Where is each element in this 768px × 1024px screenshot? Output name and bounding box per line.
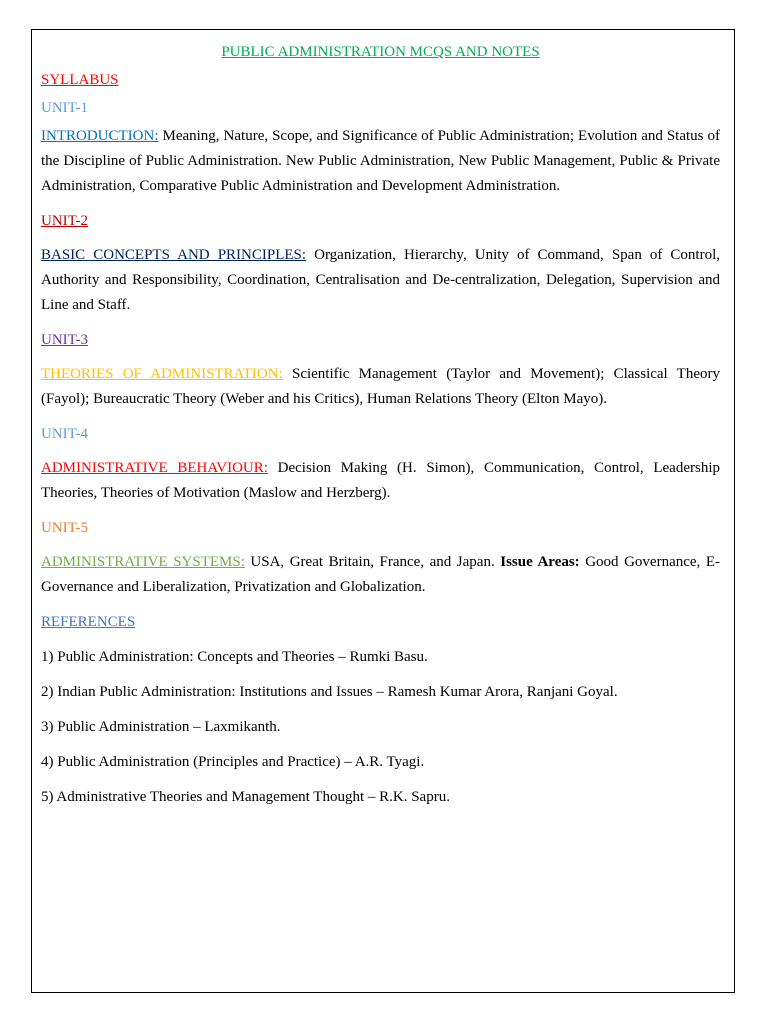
document-body [41, 40, 720, 809]
unit-1-label: UNIT-1 [41, 100, 88, 116]
unit-2-heading: BASIC CONCEPTS AND PRINCIPLES: [41, 247, 307, 263]
unit-3-paragraph: THEORIES OF ADMINISTRATION: Scientific Management (Taylor and Movement); Classical Theory (Fayol); Bureaucratic Theory (Weber and his Critics), Human Relations Theory (Elton Mayo). [41, 366, 720, 407]
reference-item: 2) Indian Public Administration: Institutions and Issues – Ramesh Kumar Arora, Ranjani Goyal. [41, 684, 618, 700]
unit-5-heading: ADMINISTRATIVE SYSTEMS: [41, 554, 245, 570]
issue-areas-label: Issue Areas: [500, 554, 580, 570]
unit-4-label: UNIT-4 [41, 426, 88, 442]
references-heading: REFERENCES [41, 614, 136, 630]
reference-item: 4) Public Administration (Principles and Practice) – A.R. Tyagi. [41, 754, 425, 770]
reference-item: 1) Public Administration: Concepts and Theories – Rumki Basu. [41, 649, 428, 665]
syllabus-heading: SYLLABUS [41, 72, 119, 88]
unit-5-paragraph: ADMINISTRATIVE SYSTEMS: USA, Great Britain, France, and Japan. Issue Areas: Good Governance, E-Governance and Liberalization, Privatization and Globalization. [41, 554, 720, 595]
unit-3-label: UNIT-3 [41, 332, 88, 348]
reference-item: 5) Administrative Theories and Management Thought – R.K. Sapru. [41, 789, 450, 805]
unit-1-paragraph: INTRODUCTION: Meaning, Nature, Scope, and Significance of Public Administration; Evolution and Status of the Discipline of Public Administration. New Public Administration, New Public Management, Public & Private Administration, Comparative Public Administration and Development Administration. [41, 128, 720, 194]
unit-4-heading: ADMINISTRATIVE BEHAVIOUR: [41, 460, 268, 476]
unit-2-label: UNIT-2 [41, 213, 88, 229]
unit-2-paragraph: BASIC CONCEPTS AND PRINCIPLES: Organization, Hierarchy, Unity of Command, Span of Control, Authority and Responsibility, Coordination, Centralisation and De-centralization, Delegation, Supervision and Line and Staff. [41, 247, 721, 313]
document-title: PUBLIC ADMINISTRATION MCQS AND NOTES [221, 44, 540, 60]
reference-item: 3) Public Administration – Laxmikanth. [41, 719, 281, 735]
unit-5-label: UNIT-5 [41, 520, 88, 536]
unit-3-heading: THEORIES OF ADMINISTRATION: [41, 366, 283, 382]
unit-4-paragraph: ADMINISTRATIVE BEHAVIOUR: Decision Making (H. Simon), Communication, Control, Leadership Theories, Theories of Motivation (Maslow and Herzberg). [41, 460, 720, 501]
unit-1-heading: INTRODUCTION: [41, 128, 159, 144]
